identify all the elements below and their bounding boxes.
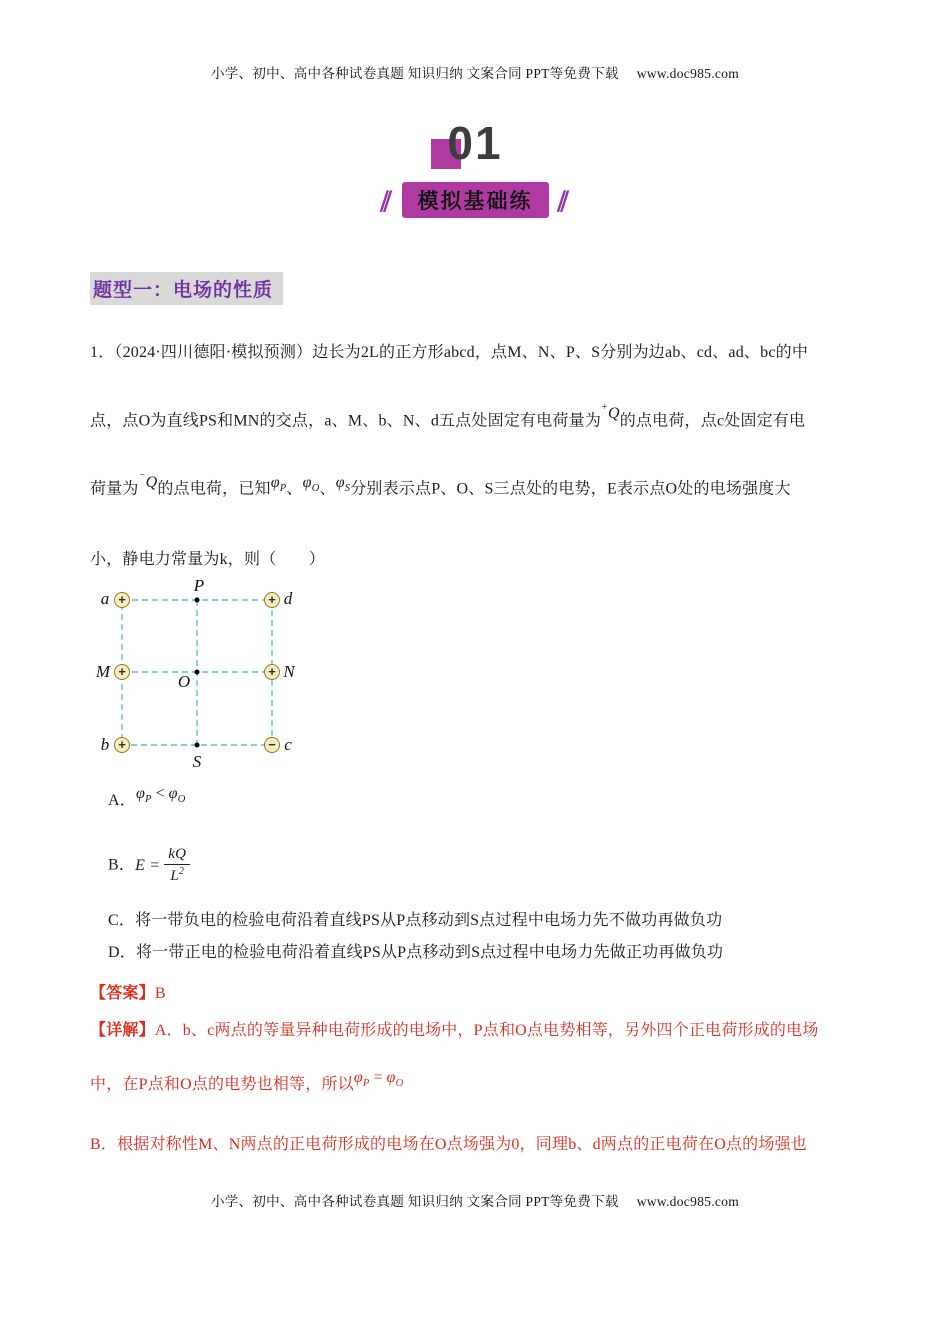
charge-positive-d-icon: + <box>264 592 280 608</box>
point-s-dot <box>195 743 200 748</box>
charge-positive-n-icon: + <box>264 664 280 680</box>
point-label-m: M <box>95 662 111 681</box>
option-a-label: A． <box>108 792 136 809</box>
explanation-line-2 <box>90 1069 874 1104</box>
explanation-line-2-text: 中，在P点和O点的电势也相等，所以 <box>90 1076 354 1093</box>
question-line-3-text-b: 的点电荷，已知 <box>157 480 271 498</box>
question-diagram <box>92 576 392 790</box>
question-block <box>90 340 874 611</box>
banner-title-row <box>0 182 950 218</box>
charge-positive-a-icon: + <box>114 592 130 608</box>
answer-label: 【答案】 <box>90 985 155 1002</box>
page-footer <box>0 1190 950 1210</box>
formula-minus-q: −Q <box>138 470 158 491</box>
chapter-banner <box>0 118 950 169</box>
separator: 、 <box>286 480 303 498</box>
section-heading: 题型一：电场的性质 <box>90 272 283 305</box>
explanation-label: 【详解】 <box>90 1022 155 1039</box>
separator: 、 <box>319 480 336 498</box>
charge-positive-m-icon: + <box>114 664 130 680</box>
option-d-text: 将一带正电的检验电荷沿着直线PS从P点移动到S点过程中电场力先做正功再做负功 <box>135 943 724 961</box>
banner-number: 01 <box>447 117 503 169</box>
point-o-dot <box>195 670 200 675</box>
explanation-line-1-text: A．b、c两点的等量异种电荷形成的电场中，P点和O点电势相等，另外四个正电荷形成的电场 <box>154 1022 819 1039</box>
point-p-dot <box>195 598 200 603</box>
banner-number-wrap <box>447 118 502 169</box>
point-label-n: N <box>283 662 295 681</box>
question-line-4: 小，静电力常量为k，则（ ） <box>90 550 326 568</box>
banner-title-badge: 模拟基础练 <box>402 182 549 218</box>
point-label-d: d <box>283 589 293 608</box>
point-label-s: S <box>192 752 202 771</box>
header-text: 小学、初中、高中各种试卷真题 知识归纳 文案合同 PPT等免费下载 <box>210 66 619 81</box>
option-b <box>108 846 874 886</box>
footer-text: 小学、初中、高中各种试卷真题 知识归纳 文案合同 PPT等免费下载 <box>210 1194 619 1209</box>
point-label-b: b <box>100 735 110 754</box>
header-url[interactable]: www.doc985.com <box>636 66 740 81</box>
formula-phi-p: $\varphi_P$ <box>270 473 287 494</box>
option-a <box>108 785 874 820</box>
banner-slash-right-icon: ∥ <box>553 187 574 212</box>
question-line-2 <box>90 404 874 434</box>
question-line-2-text-b: 的点电荷，点c处固定有电 <box>619 412 806 430</box>
answer-line <box>90 980 166 1003</box>
question-line-3-text-c: 分别表示点P、O、S三点处的电势，E表示点O处的电场强度大 <box>350 480 791 498</box>
page-header <box>0 62 950 82</box>
option-a-formula: $\varphi_P < \varphi_O$ <box>135 785 186 806</box>
option-d <box>108 940 874 966</box>
options-list <box>108 785 874 966</box>
formula-phi-s: $\varphi_S$ <box>335 473 351 494</box>
formula-phi-o: $\varphi_O$ <box>302 473 320 494</box>
explanation-line-1 <box>90 1018 874 1044</box>
point-label-a: a <box>100 589 110 608</box>
formula-plus-q: +Q <box>601 402 620 423</box>
point-label-p: P <box>193 576 205 595</box>
explanation-line-3: B．根据对称性M、N两点的正电荷形成的电场在O点场强为0，同理b、d两点的正电荷在O点的场强也 <box>90 1136 807 1154</box>
question-line-1: 1．（2024·四川德阳·模拟预测）边长为2L的正方形abcd，点M、N、P、S分别为边ab、cd、ad、bc的中 <box>90 344 809 361</box>
charge-positive-b-icon: + <box>114 737 130 753</box>
option-b-formula: E = $\frac{kQ}{L^2}$ <box>135 857 190 874</box>
option-d-label: D． <box>108 943 136 961</box>
point-label-c: c <box>284 735 292 754</box>
answer-value: B <box>154 985 166 1002</box>
question-line-3 <box>90 472 874 509</box>
banner-slash-left-icon: ∥ <box>377 187 397 212</box>
diagram-dashed-lines <box>92 585 392 790</box>
option-c <box>108 908 874 934</box>
formula-phi-p-equals-phi-o: $\varphi_P = \varphi_O$ <box>353 1069 404 1090</box>
question-line-2-text-a: 点，点O为直线PS和MN的交点，a、M、b、N、d五点处固定有电荷量为 <box>90 412 602 430</box>
option-c-text: 将一带负电的检验电荷沿着直线PS从P点移动到S点过程中电场力先不做功再做负功 <box>135 911 723 929</box>
option-c-label: C． <box>108 911 136 929</box>
footer-url[interactable]: www.doc985.com <box>636 1194 740 1209</box>
question-line-3-text-a: 荷量为 <box>90 480 139 498</box>
point-label-o: O <box>177 672 191 691</box>
charge-negative-c-icon: − <box>264 737 280 753</box>
explanation-block <box>90 1018 874 1186</box>
option-b-label: B． <box>108 856 136 874</box>
